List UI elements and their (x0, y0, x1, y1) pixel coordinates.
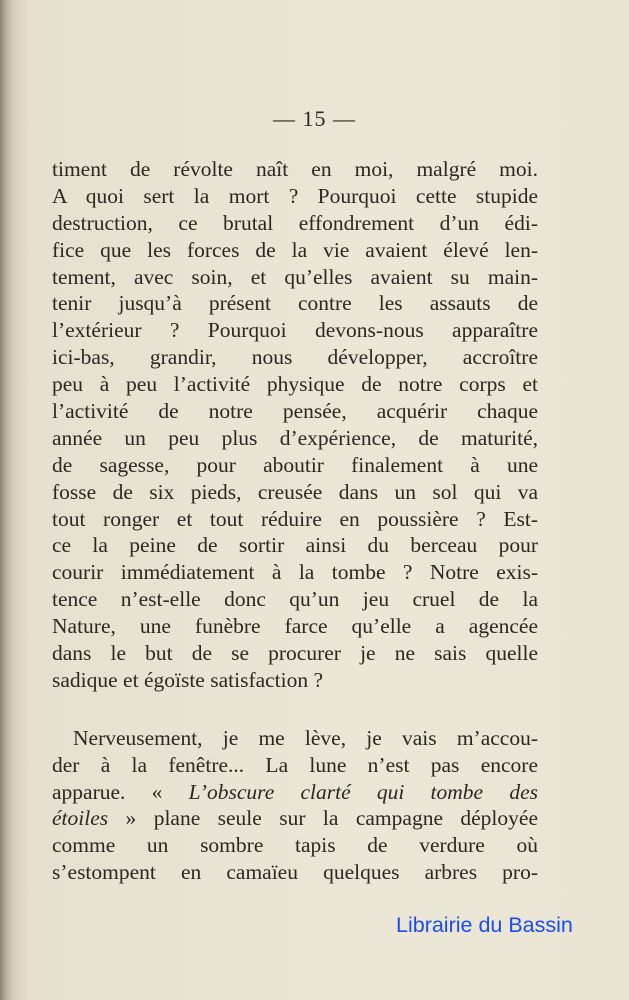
paragraph (52, 725, 538, 886)
text-span: Nerveusement, je me lève, je vais m’accou- (73, 725, 538, 750)
text-span: l’activité de notre pensée, acquérir chaque (52, 399, 538, 424)
text-span: de sagesse, pour aboutir finalement à une (52, 452, 538, 477)
text-line (52, 183, 538, 210)
text-line (52, 290, 538, 317)
paragraph (52, 156, 538, 694)
text-span: Nature, une funèbre farce qu’elle a agencée (52, 614, 538, 639)
text-span: tence n’est-elle donc qu’un jeu cruel de la (52, 587, 538, 612)
text-line (52, 344, 538, 371)
text-line (52, 398, 538, 425)
text-line (52, 156, 538, 183)
text-span: comme un sombre tapis de verdure où (52, 833, 538, 858)
text-span: apparue. « (52, 779, 189, 804)
text-line (52, 210, 538, 237)
text-span: ce la peine de sortir ainsi du berceau pour (52, 533, 538, 558)
text-line (52, 264, 538, 291)
text-span: fice que les forces de la vie avaient élevé len- (52, 237, 538, 262)
text-line (52, 532, 538, 559)
italic-text: L’obscure clarté qui tombe des (188, 779, 538, 804)
text-line (52, 752, 538, 779)
text-span: fosse de six pieds, creusée dans un sol qui va (52, 479, 538, 504)
text-span: timent de révolte naît en moi, malgré moi. (52, 157, 538, 181)
text-line (52, 559, 538, 586)
text-line (52, 779, 538, 806)
text-line (52, 479, 538, 506)
text-line (52, 640, 538, 667)
text-line (52, 237, 538, 264)
text-span: année un peu plus d’expérience, de maturité, (52, 425, 538, 450)
body-text (52, 156, 538, 886)
text-span: tenir jusqu’à présent contre les assauts de (52, 291, 538, 316)
text-span: destruction, ce brutal effondrement d’un édi- (52, 210, 538, 235)
text-line (52, 667, 538, 694)
text-span: l’extérieur ? Pourquoi devons-nous apparaître (52, 318, 538, 343)
text-span: dans le but de se procurer je ne sais quelle (52, 641, 538, 666)
text-line (52, 425, 538, 452)
text-line (52, 859, 538, 886)
text-line (52, 506, 538, 533)
watermark: Librairie du Bassin (396, 913, 573, 937)
text-line (52, 452, 538, 479)
paragraph-gap (52, 694, 538, 725)
text-line (52, 613, 538, 640)
text-span: s’estompent en camaïeu quelques arbres pro- (52, 860, 538, 885)
text-span: tout ronger et tout réduire en poussière ? Est- (52, 506, 538, 531)
text-line (52, 725, 538, 752)
text-line (52, 832, 538, 859)
text-span: ici-bas, grandir, nous développer, accroître (52, 345, 538, 370)
page-number: — 15 — (273, 106, 356, 131)
text-span: tement, avec soin, et qu’elles avaient su main- (52, 264, 538, 289)
text-line (52, 586, 538, 613)
text-span: A quoi sert la mort ? Pourquoi cette stupide (52, 183, 538, 208)
text-span: peu à peu l’activité physique de notre corps et (52, 372, 538, 397)
text-line (52, 805, 538, 832)
text-span: courir immédiatement à la tombe ? Notre exis- (52, 560, 538, 585)
text-line (52, 317, 538, 344)
text-span: sadique et égoïste satisfaction ? (52, 667, 324, 692)
italic-text: étoiles (52, 806, 109, 831)
text-span: der à la fenêtre... La lune n’est pas encore (52, 752, 538, 777)
text-line (52, 371, 538, 398)
text-span: » plane seule sur la campagne déployée (108, 806, 538, 831)
